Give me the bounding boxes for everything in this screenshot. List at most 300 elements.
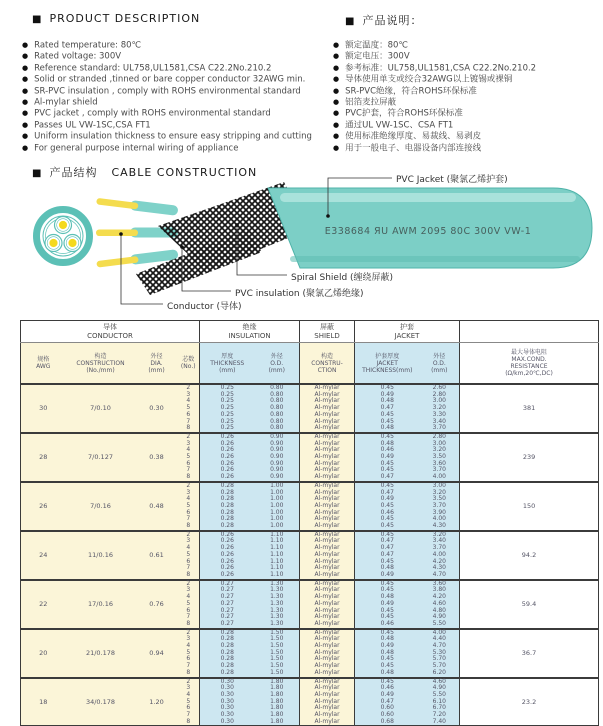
table-cell: 2.80 [420,392,460,399]
desc-bullet-item [22,63,322,74]
table-cell: 4 [178,496,200,503]
table-cell: 0.28 [200,636,255,643]
col-header: 厚度 THICKNESS (mm) [200,343,255,385]
table-cell: 5 [178,503,200,510]
bullet-icon: ● [22,75,29,84]
table-cell: 0.76 [136,580,178,629]
product-description-heading [32,12,200,25]
table-cell: Al-mylar [300,559,355,566]
table-cell: 0.45 [355,461,420,468]
table-cell: 36.7 [460,629,599,678]
table-cell: 1.50 [255,629,300,637]
table-cell: Al-mylar [300,621,355,629]
table-cell: Al-mylar [300,392,355,399]
table-row [21,678,599,686]
table-cell: 0.47 [355,552,420,559]
table-cell: 7 [178,614,200,621]
table-cell: 3.20 [420,531,460,539]
table-cell: 6.70 [420,705,460,712]
table-cell: 0.25 [200,405,255,412]
table-cell: 1.30 [255,614,300,621]
table-cell: 0.80 [255,398,300,405]
table-cell: 4.90 [420,685,460,692]
table-cell: Al-mylar [300,516,355,523]
table-cell: Al-mylar [300,419,355,426]
table-cell: Al-mylar [300,580,355,588]
table-cell: 2 [178,531,200,539]
table-cell: 0.28 [200,670,255,678]
table-cell: 6.10 [420,699,460,706]
desc-bullet-text: 导体使用单支或绞合32AWG以上镀锡或裸铜 [345,74,513,85]
table-cell: 0.49 [355,572,420,580]
table-cell: 0.30 [200,712,255,719]
table-cell: 0.47 [355,474,420,482]
table-cell: 0.27 [200,608,255,615]
table-cell: 1.10 [255,559,300,566]
table-cell: 0.48 [355,441,420,448]
group-header: 绝缘 INSULATION [200,321,300,343]
desc-bullet-item [22,108,322,119]
table-cell: 4 [178,398,200,405]
table-cell: 0.49 [355,496,420,503]
table-cell: 4.70 [420,572,460,580]
table-cell: 1.00 [255,503,300,510]
table-cell: 0.28 [200,663,255,670]
table-cell: 8 [178,523,200,531]
table-cell: 0.28 [200,510,255,517]
desc-bullet-text: SR-PVC insulation , comply with ROHS environmental standard [34,86,301,97]
table-cell: 0.94 [136,629,178,678]
table-cell: 0.26 [200,572,255,580]
table-cell: 3.40 [420,419,460,426]
table-cell: Al-mylar [300,614,355,621]
col-header: 最大导体电阻 MAX.COND. RESISTANCE (Ω/km,20℃,DC) [460,343,599,385]
table-cell: 1.10 [255,572,300,580]
table-cell: 2.80 [420,433,460,441]
table-cell: 8 [178,719,200,726]
table-cell: 0.30 [200,705,255,712]
table-cell: 0.90 [255,454,300,461]
table-cell: 150 [460,482,599,531]
table-cell: Al-mylar [300,565,355,572]
table-cell: 1.30 [255,587,300,594]
table-cell: 4.80 [420,608,460,615]
table-cell: 5 [178,699,200,706]
table-cell: 3.70 [420,467,460,474]
table-cell: 0.80 [255,384,300,392]
col-header: 芯数 (No.) [178,343,200,385]
desc-bullet-text: For general purpose internal wiring of appliance [34,143,239,154]
table-cell: 5 [178,454,200,461]
bullet-icon: ● [333,86,340,95]
table-cell: 1.50 [255,663,300,670]
table-cell: 5.70 [420,656,460,663]
table-cell: 0.27 [200,621,255,629]
table-cell: 5.50 [420,621,460,629]
table-cell: 0.90 [255,461,300,468]
desc-bullet-item [22,86,322,97]
table-cell: 0.45 [355,503,420,510]
table-cell: 0.28 [200,516,255,523]
jacket-print-text: E338684 ЯU AWM 2095 80C 300V VW-1 [324,226,532,237]
table-cell: 0.25 [200,425,255,433]
desc-bullet-item [333,40,601,51]
table-cell: Al-mylar [300,474,355,482]
table-cell: 7 [178,467,200,474]
desc-bullet-text: SR-PVC绝缘，符合ROHS环保标准 [345,86,477,97]
table-cell: 1.50 [255,670,300,678]
table-cell: 3.20 [420,447,460,454]
table-cell: Al-mylar [300,384,355,392]
table-cell: 8 [178,474,200,482]
table-cell: 0.45 [355,559,420,566]
table-cell: 6 [178,559,200,566]
table-cell: 0.46 [355,447,420,454]
table-cell: 1.30 [255,608,300,615]
table-cell: 2 [178,482,200,490]
desc-en-list [22,40,322,154]
table-cell: 0.45 [355,523,420,531]
table-cell: 0.45 [355,467,420,474]
table-cell: 0.25 [200,392,255,399]
table-cell: 7/0.16 [66,482,136,531]
label-pvc-insulation: PVC insulation (聚氯乙烯绝缘) [235,289,364,299]
table-row [21,482,599,490]
label-pvc-jacket: PVC Jacket (聚氯乙烯护套) [396,175,508,185]
cross-section-core [64,235,81,252]
table-cell: Al-mylar [300,433,355,441]
table-cell: 4.00 [420,474,460,482]
desc-bullet-text: PVC jacket , comply with ROHS environmental standard [34,108,271,119]
table-cell: 1.00 [255,523,300,531]
table-cell: 0.27 [200,587,255,594]
desc-bullet-text: 参考标准：UL758,UL1581,CSA C22.2No.210.2 [345,63,537,74]
desc-bullet-item [333,131,601,142]
table-cell: 0.28 [200,503,255,510]
table-cell: 0.45 [355,663,420,670]
table-cell: 0.80 [255,419,300,426]
table-cell: 1.80 [255,685,300,692]
table-cell: 3 [178,685,200,692]
table-cell: 94.2 [460,531,599,580]
table-row [21,433,599,441]
awg-group [21,678,599,726]
table-cell: 1.00 [255,482,300,490]
table-cell: 0.60 [355,712,420,719]
table-cell: 3.30 [420,412,460,419]
table-cell: 0.80 [255,392,300,399]
table-cell: 7.20 [420,712,460,719]
desc-bullet-item [333,74,601,85]
bullet-icon: ● [22,52,29,61]
bullet-icon: ● [333,63,340,72]
table-cell: 0.47 [355,490,420,497]
table-cell: 2 [178,384,200,392]
table-cell: Al-mylar [300,594,355,601]
table-cell: 0.28 [200,496,255,503]
table-cell: 4 [178,643,200,650]
desc-bullet-text: 额定温度：80℃ [345,40,408,51]
table-cell: Al-mylar [300,636,355,643]
table-cell: 0.26 [200,441,255,448]
table-cell: 0.26 [200,538,255,545]
table-cell: 1.00 [255,490,300,497]
table-cell: 0.90 [255,467,300,474]
table-cell: 6.20 [420,670,460,678]
table-cell: 0.26 [200,565,255,572]
desc-bullet-item [22,120,322,131]
table-cell: 3.50 [420,454,460,461]
table-cell: 0.45 [355,412,420,419]
col-header: 规格 AWG [21,343,66,385]
table-cell: Al-mylar [300,496,355,503]
table-cell: 0.26 [200,467,255,474]
table-cell: 28 [21,433,66,482]
table-cell: 4 [178,545,200,552]
table-cell: 1.80 [255,712,300,719]
table-cell: 0.25 [200,412,255,419]
table-cell: 0.26 [200,531,255,539]
table-cell: 0.28 [200,650,255,657]
table-cell: 59.4 [460,580,599,629]
desc-bullet-item [333,86,601,97]
label-spiral-shield: Spiral Shield (缠绕屏蔽) [291,273,394,283]
table-cell: 1.30 [255,601,300,608]
table-cell: 0.27 [200,614,255,621]
section-marker-icon: ■ [32,168,43,179]
table-cell: 3 [178,441,200,448]
desc-bullet-item [22,51,322,62]
desc-bullet-item [333,51,601,62]
desc-bullet-text: 额定电压：300V [345,51,410,62]
table-cell: Al-mylar [300,545,355,552]
table-cell: 0.49 [355,601,420,608]
desc-bullet-text: Solid or stranded ,tinned or bare copper conductor 32AWG min. [34,74,306,85]
table-cell: 23.2 [460,678,599,726]
col-header: 外径 O.D. (mm) [255,343,300,385]
awg-group [21,482,599,531]
table-cell: 1.10 [255,538,300,545]
table-cell: 5 [178,601,200,608]
table-cell: 0.45 [355,608,420,615]
desc-bullet-text: Rated voltage: 300V [34,51,122,62]
bullet-icon: ● [22,41,29,49]
table-cell: 0.30 [200,719,255,726]
table-cell: 1.80 [255,692,300,699]
col-header: 外径 O.D. (mm) [420,343,460,385]
table-cell: 0.61 [136,531,178,580]
table-cell: Al-mylar [300,643,355,650]
table-cell: 0.90 [255,441,300,448]
group-header: 屏蔽 SHIELD [300,321,355,343]
table-cell: 0.48 [355,636,420,643]
table-cell: 3.20 [420,405,460,412]
product-description-zh-heading [345,12,422,28]
table-cell: 0.45 [355,580,420,588]
table-cell: 0.47 [355,545,420,552]
table-cell: 0.45 [355,629,420,637]
table-row [21,580,599,588]
table-cell: 0.25 [200,398,255,405]
table-cell: 0.46 [355,621,420,629]
table-cell: 0.27 [200,580,255,588]
table-cell: 1.10 [255,545,300,552]
awg-group [21,580,599,629]
table-cell: 0.68 [355,719,420,726]
table-cell: 8 [178,670,200,678]
table-cell: 0.48 [355,565,420,572]
table-cell: 1.20 [136,678,178,726]
desc-bullet-text: Passes UL VW-1SC,CSA FT1 [34,120,151,131]
bullet-icon: ● [333,97,340,106]
construction-title-en: CABLE CONSTRUCTION [111,166,258,179]
table-cell: 0.45 [355,656,420,663]
table-cell: 3 [178,392,200,399]
bullet-icon: ● [22,109,29,118]
table-cell: 0.45 [355,531,420,539]
table-cell: 4.60 [420,678,460,686]
table-cell: 3.00 [420,398,460,405]
table-cell: 0.26 [200,545,255,552]
table-cell: 239 [460,433,599,482]
table-cell: 18 [21,678,66,726]
table-cell: 4.40 [420,636,460,643]
table-cell: 7 [178,565,200,572]
table-cell: 0.80 [255,425,300,433]
table-cell: 3 [178,490,200,497]
desc-bullet-item [333,108,601,119]
table-cell: 0.80 [255,405,300,412]
table-cell: Al-mylar [300,719,355,726]
table-cell: 3.80 [420,587,460,594]
table-cell: 0.30 [200,678,255,686]
bullet-icon: ● [22,63,29,72]
bullet-icon: ● [333,52,340,61]
table-cell: 0.47 [355,405,420,412]
table-cell: 6 [178,510,200,517]
table-cell: Al-mylar [300,656,355,663]
table-cell: Al-mylar [300,692,355,699]
col-header: 构造 CONSTRUCTION (No./mm) [66,343,136,385]
table-cell: 0.46 [355,510,420,517]
table-cell: 0.26 [200,559,255,566]
table-cell: Al-mylar [300,447,355,454]
table-row [21,531,599,539]
table-cell: 34/0.178 [66,678,136,726]
table-cell: 1.30 [255,580,300,588]
table-cell: 0.28 [200,643,255,650]
group-header [460,321,599,343]
table-cell: 24 [21,531,66,580]
table-cell: 7/0.127 [66,433,136,482]
bullet-icon: ● [22,86,29,95]
table-cell: 0.26 [200,552,255,559]
table-cell: 0.45 [355,614,420,621]
table-cell: 0.38 [136,433,178,482]
table-cell: Al-mylar [300,531,355,539]
table-cell: Al-mylar [300,482,355,490]
table-cell: 0.45 [355,384,420,392]
spec-table-wrap [20,320,599,726]
table-cell: 0.49 [355,692,420,699]
table-cell: 4.00 [420,516,460,523]
table-cell: 0.28 [200,629,255,637]
table-cell: 0.28 [200,490,255,497]
desc-bullet-text: 使用标准绝缘厚度、易裁线、易剥皮 [345,131,482,142]
table-cell: 3.00 [420,441,460,448]
cable-cross-section [37,210,90,263]
table-cell: 3.70 [420,503,460,510]
table-cell: 1.50 [255,643,300,650]
table-row [21,384,599,392]
table-cell: 0.49 [355,392,420,399]
table-cell: 4.20 [420,594,460,601]
table-cell: 4.30 [420,523,460,531]
spec-table [20,320,599,726]
table-cell: 1.80 [255,678,300,686]
table-cell: 4 [178,447,200,454]
table-cell: 7 [178,712,200,719]
table-cell: 3 [178,538,200,545]
table-cell: 8 [178,425,200,433]
table-cell: Al-mylar [300,650,355,657]
col-header: 构造 CONSTRU- CTION [300,343,355,385]
table-cell: 4.00 [420,552,460,559]
table-cell: 4.70 [420,643,460,650]
table-cell: 1.30 [255,621,300,629]
table-cell: Al-mylar [300,405,355,412]
table-cell: 1.80 [255,705,300,712]
table-cell: 0.45 [355,433,420,441]
cross-section-core [45,235,62,252]
table-cell: 3.60 [420,580,460,588]
table-cell: 6 [178,412,200,419]
table-cell: 26 [21,482,66,531]
table-cell: 3.70 [420,425,460,433]
awg-group [21,531,599,580]
table-cell: 0.48 [355,670,420,678]
label-conductor: Conductor (导体) [167,302,242,312]
table-cell: 11/0.16 [66,531,136,580]
table-cell: Al-mylar [300,601,355,608]
table-cell: 4.90 [420,614,460,621]
table-cell: Al-mylar [300,670,355,678]
table-cell: Al-mylar [300,425,355,433]
table-cell: 4 [178,692,200,699]
table-cell: 3.50 [420,496,460,503]
table-cell: Al-mylar [300,705,355,712]
table-cell: 1.00 [255,496,300,503]
table-cell: 7 [178,663,200,670]
bullet-icon: ● [333,143,340,152]
desc-bullet-item [22,74,322,85]
table-cell: 0.26 [200,433,255,441]
table-cell: Al-mylar [300,412,355,419]
table-cell: 0.45 [355,516,420,523]
table-cell: Al-mylar [300,699,355,706]
bullet-icon: ● [333,75,340,84]
table-cell: 2.60 [420,384,460,392]
table-cell: 1.50 [255,656,300,663]
table-cell: 3.40 [420,538,460,545]
table-cell: Al-mylar [300,678,355,686]
table-cell: Al-mylar [300,663,355,670]
table-cell: 0.45 [355,678,420,686]
table-cell: 0.90 [255,447,300,454]
construction-title-zh: 产品结构 [49,166,98,179]
product-description-zh-title: 产品说明： [362,14,423,27]
table-cell: 1.50 [255,650,300,657]
